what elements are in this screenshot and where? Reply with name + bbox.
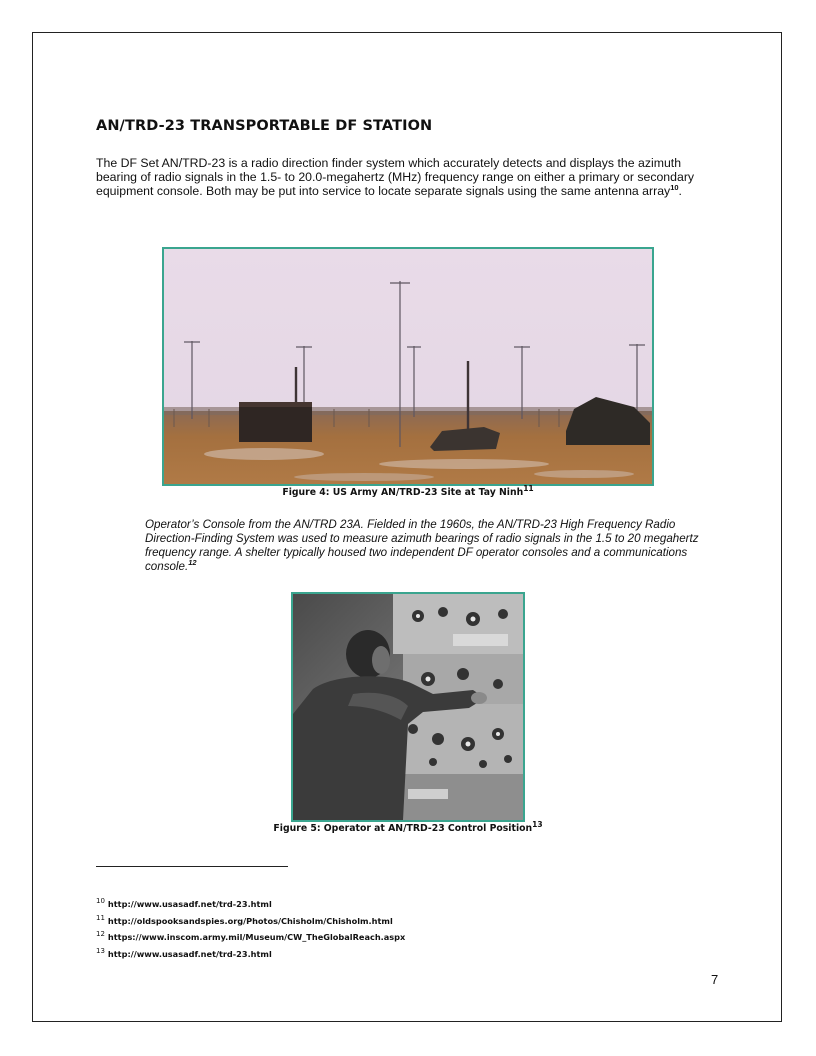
footnote-ref-13: 13 bbox=[532, 819, 543, 829]
intro-text: The DF Set AN/TRD-23 is a radio direction finder system which accurately detects and displays the azimuth bearing of radio signals in the 1.5- to 20.0-megahertz (MHz) frequency range on either a primary or secondary equipment console. Both may be put into service to locate separate signals using the same antenna array bbox=[96, 156, 695, 199]
figure-5-photo bbox=[291, 592, 525, 822]
footnote-ref-10: 10 bbox=[670, 183, 679, 193]
footnote-11 bbox=[96, 913, 405, 930]
footnote-number: 12 bbox=[96, 930, 105, 939]
footnote-13 bbox=[96, 946, 405, 963]
footnote-number: 13 bbox=[96, 946, 105, 955]
console-description bbox=[145, 518, 725, 574]
console-description-text: Operator’s Console from the AN/TRD 23A. Fielded in the 1960s, the AN/TRD-23 High Frequency Radio Direction-Finding System was used to measure azimuth bearings of radio signals in the 1.5 to 20 megahertz frequency range. A shelter typically housed two independent DF operator consoles and a communications console. bbox=[145, 518, 699, 573]
figure-5-caption-text: Figure 5: Operator at AN/TRD-23 Control Position bbox=[273, 823, 533, 834]
footnote-ref-11: 11 bbox=[523, 483, 534, 493]
footnote-ref-12: 12 bbox=[188, 558, 197, 568]
footnote-separator bbox=[96, 866, 288, 867]
intro-paragraph bbox=[96, 156, 721, 199]
footnote-link[interactable]: http://oldspooksandspies.org/Photos/Chisholm/Chisholm.html bbox=[107, 915, 393, 926]
page-number: 7 bbox=[711, 972, 719, 987]
intro-end: . bbox=[678, 184, 682, 199]
footnote-link[interactable]: http://www.usasadf.net/trd-23.html bbox=[107, 899, 272, 909]
footnote-10 bbox=[96, 896, 405, 913]
footnote-link[interactable]: http://www.usasadf.net/trd-23.html bbox=[107, 948, 272, 959]
footnote-number: 10 bbox=[96, 897, 105, 906]
figure-5-caption bbox=[200, 819, 616, 834]
figure-4-caption bbox=[162, 483, 654, 498]
footnote-link[interactable]: https://www.inscom.army.mil/Museum/CW_TheGlobalReach.aspx bbox=[107, 932, 406, 942]
footnotes bbox=[96, 896, 405, 962]
figure-4-caption-text: Figure 4: US Army AN/TRD-23 Site at Tay Ninh bbox=[282, 487, 524, 498]
section-title: AN/TRD-23 TRANSPORTABLE DF STATION bbox=[96, 118, 433, 134]
footnote-12 bbox=[96, 929, 405, 946]
footnote-number: 11 bbox=[96, 913, 105, 922]
operator-console-photo-art bbox=[293, 594, 523, 820]
figure-4-photo bbox=[162, 247, 654, 486]
df-site-photo-art bbox=[164, 249, 652, 484]
